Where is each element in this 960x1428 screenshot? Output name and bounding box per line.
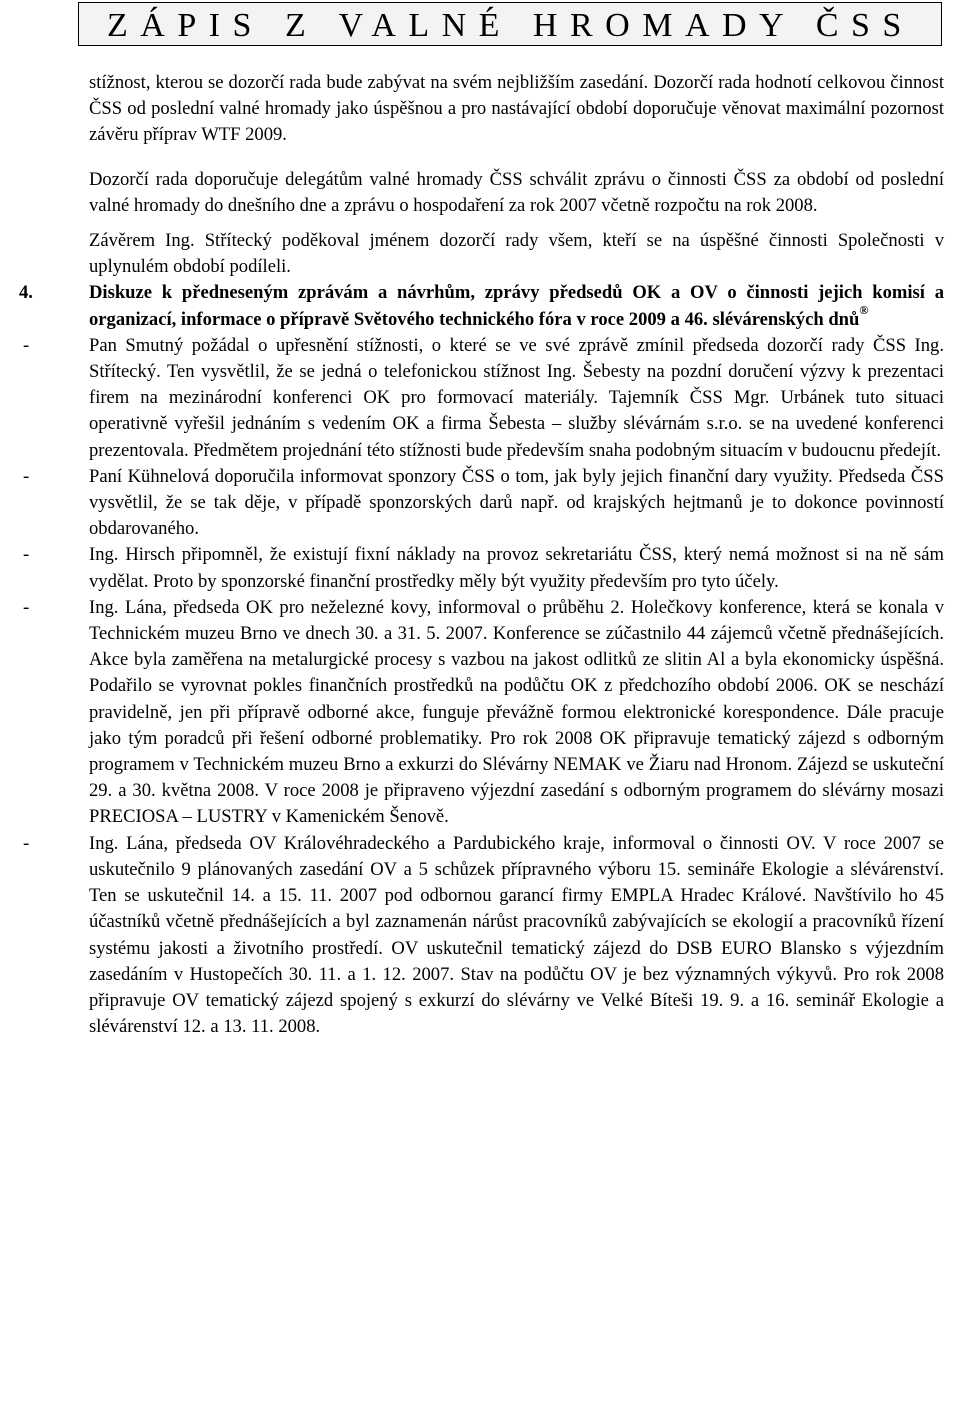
agenda-item-number: 4. — [19, 282, 33, 304]
discussion-item-lana-ok — [23, 595, 944, 831]
dash-bullet: - — [23, 465, 30, 487]
page-header — [78, 2, 942, 46]
discussion-item-text: Ing. Lána, předseda OK pro neželezné kovy, informoval o průběhu 2. Holečkovy konference, která se konala v Technickém muzeu Brno ve dnech 30. a 31. 5. 2007. Konference se zúčastnilo 44 zájemců včetně přednášejících. Akce byla zaměřena na metalurgické procesy s vazbou na jakost odlitků ze slitin Al a byla ekonomicky úspěšná. Podařilo se vyrovnat pokles finančních prostředků na podůčtu OK z předchozího období 2006. OK se neschází pravidelně, jen při přípravě odborné akce, funguje převážně formou elektronické korespondence. Dále pracuje jako tým poradců při řešení odborné problematiky. Pro rok 2008 OK připravuje tematický zájezd s odborným programem v Technickém muzeu Brno a exkurzi do Slévárny NEMAK ve Žiaru nad Hronom. Zájezd se uskuteční 29. a 30. května 2008. V roce 2008 je připraveno výjezdní zasedání s odborným programem do slévárny mosazi PRECIOSA – LUSTRY v Kamenickém Šenově. — [89, 596, 944, 828]
document-body — [19, 70, 944, 1040]
dash-bullet: - — [23, 832, 30, 854]
discussion-item-text: Ing. Lána, předseda OV Královéhradeckého a Pardubického kraje, informoval o činnosti OV. V roce 2007 se uskutečnilo 9 plánovaných zasedání OV a 5 schůzek přípravného výboru 15. semináře Ekologie a slévárenství. Ten se uskutečnil 14. a 15. 11. 2007 pod odbornou garancí firmy EMPLA Hradec Králové. Navštívilo ho 45 účastníků včetně přednášejících a byl zaznamenán nárůst pracovníků zabývajících se ekologií a pracovníků řízení systému jakosti a životního prostředí. OV uskutečnil tematický zájezd do DSB EURO Blansko s výjezdním zasedáním v Hustopečích 30. 11. a 1. 12. 2007. Stav na podůčtu OV je bez významných výkyvů. Pro rok 2008 připravuje OV tematický zájezd spojený s exkurzí do slévárny ve Velké Bíteši 19. 9. a 16. seminář Ekologie a slévárenství 12. a 13. 11. 2008. — [89, 832, 944, 1038]
discussion-item-text: Pan Smutný požádal o upřesnění stížnosti, o které se ve své zprávě zmínil předseda dozorčí rady ČSS Ing. Střítecký. Ten vysvětlil, že se jedná o telefonickou stížnost Ing. Šebesty na pozdní doručení výzvy k prezentaci firem na mezinárodní konferenci OK pro formovací materiály. Tajemník ČSS Mgr. Urbánek tuto situaci operativně vyřešil jednáním s vedením OK a firma Šebesta – služby slévárnám s.r.o. se na uvedené konferenci prezentovala. Předmětem projednání této stížnosti bude především snaha podobným situacím v budoucnu předejít. — [89, 334, 944, 461]
discussion-item-lana-ov — [23, 831, 944, 1041]
paragraph-supervisory-board-recommendation: Dozorčí rada doporučuje delegátům valné hromady ČSS schválit zprávu o činnosti ČSS za období od poslední valné hromady do dnešního dne a zprávu o hospodaření za rok 2007 včetně rozpočtu na rok 2008. — [89, 168, 944, 216]
registered-mark: ® — [859, 303, 869, 318]
discussion-item-smutny — [23, 333, 944, 464]
discussion-item-hirsch — [23, 542, 944, 594]
document-title: ZÁPIS Z VALNÉ HROMADY ČSS — [107, 7, 914, 44]
discussion-item-text: Paní Kühnelová doporučila informovat sponzory ČSS o tom, jak byly jejich finanční dary využity. Předseda ČSS vysvětlil, že se tak děje, v případě sponzorských darů např. od krajských hejtmanů je to dokonce povinností obdarovaného. — [89, 465, 944, 540]
dash-bullet: - — [23, 334, 30, 356]
discussion-list — [23, 333, 944, 1040]
discussion-item-text: Ing. Hirsch připomněl, že existují fixní náklady na provoz sekretariátu ČSS, který nemá možnost si na ně sám vydělat. Proto by sponzorské finanční prostředky měly být využity především pro tyto účely. — [89, 544, 944, 592]
dash-bullet: - — [23, 544, 30, 566]
dash-bullet: - — [23, 596, 30, 618]
paragraph-closing-thanks: Závěrem Ing. Střítecký poděkoval jménem dozorčí rady všem, kteří se na úspěšné činnosti Společnosti v uplynulém období podíleli. — [89, 230, 944, 278]
paragraph-supervisory-board-evaluation: stížnost, kterou se dozorčí rada bude zabývat na svém nejbližším zasedání. Dozorčí rada hodnotí celkovou činnost ČSS od poslední valné hromady jako úspěšnou a pro nastávající období doporučuje věnovat maximální pozornost závěru příprav WTF 2009. — [89, 72, 944, 146]
agenda-item-title: Diskuze k předneseným zprávám a návrhům, zprávy předsedů OK a OV o činnosti jejich komisí a organizací, informace o přípravě Světového technického fóra v roce 2009 a 46. slévárenských dnů — [89, 282, 944, 330]
agenda-item-4-heading — [19, 280, 944, 332]
discussion-item-kuhnelova — [23, 464, 944, 543]
